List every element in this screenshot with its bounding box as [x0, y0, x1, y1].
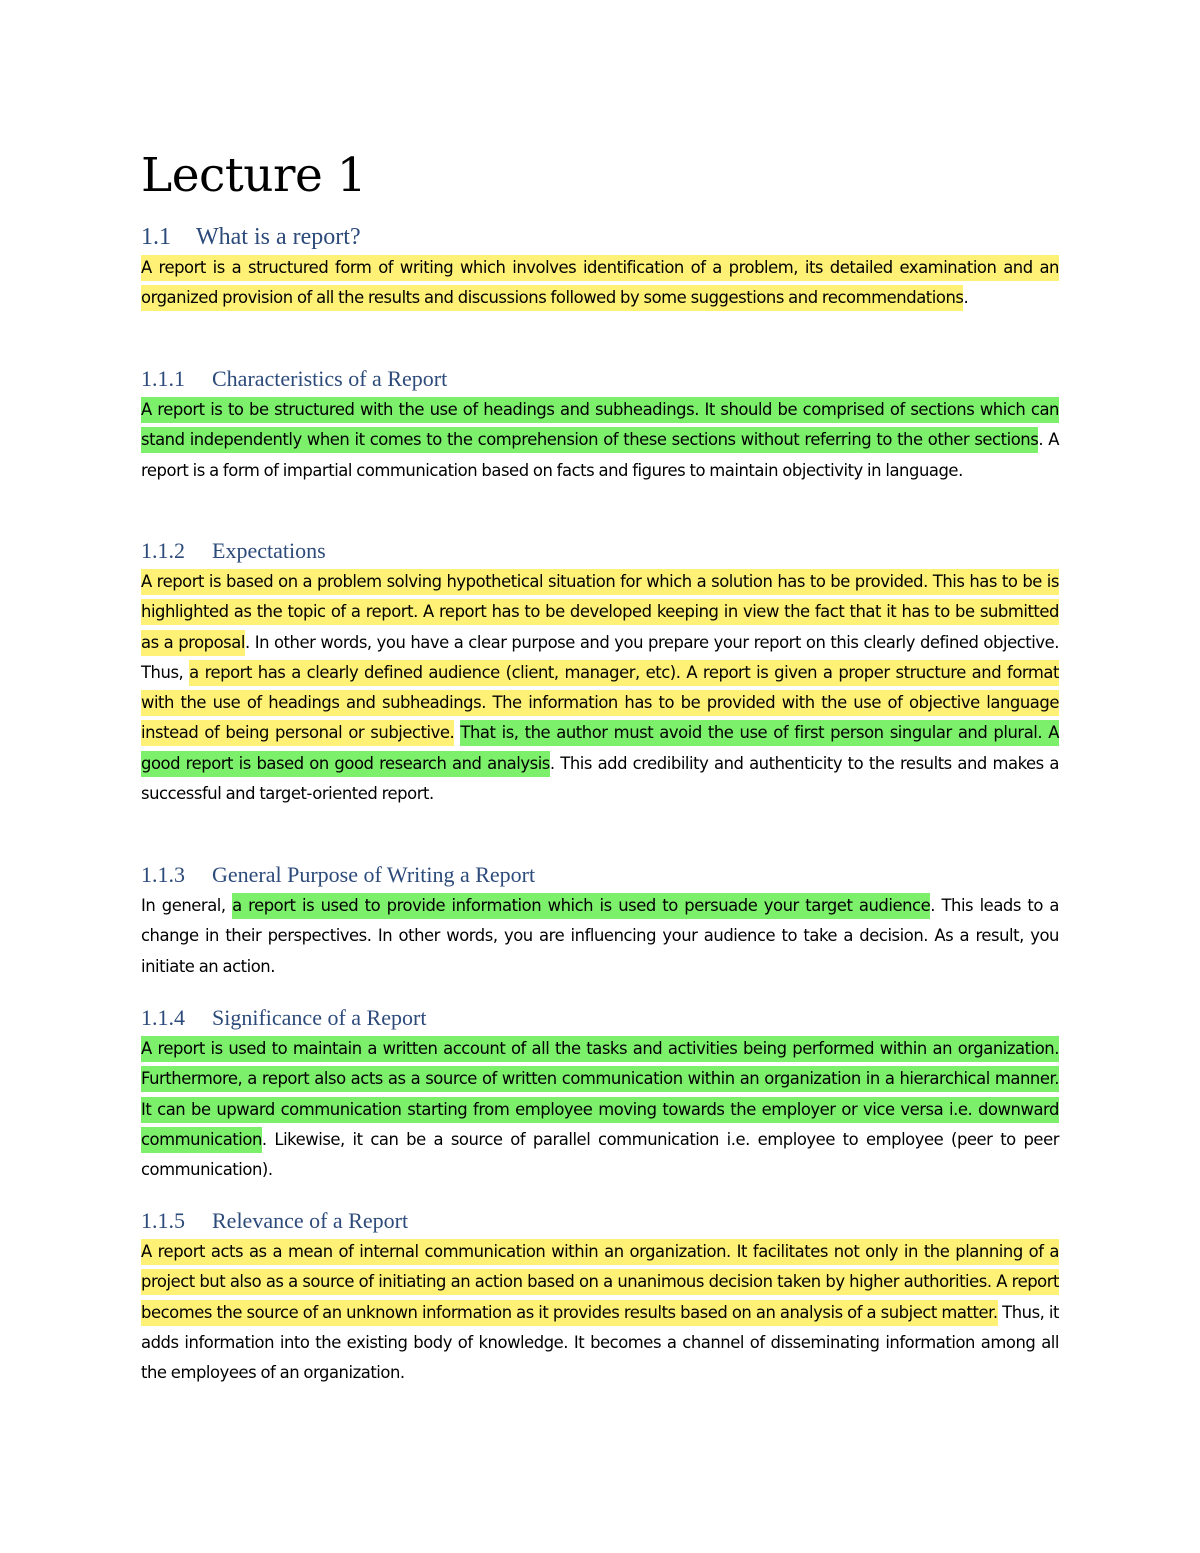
body-text: . In other words, you have a clear purpose and you prepare your report on this clearly defined objective. Thus, — [141, 632, 1059, 682]
body-text: Thus, it adds information into the existing body of knowledge. It becomes a channel of disseminating information among all the employees of an organization. — [141, 1302, 1060, 1383]
section-number: 1.1.2 — [141, 538, 185, 563]
section-number: 1.1.5 — [141, 1208, 185, 1233]
body-text: . This leads to a change in their perspectives. In other words, you are influencing your audience to take a decision. As a result, you initiate an action. — [141, 896, 1059, 976]
document-title: Lecture 1 — [141, 148, 367, 203]
highlighted-text-yellow: A report is a structured form of writing which involves identification of a problem, its detailed examination and an organized provision of all the results and discussions followed by some suggestions and recommendations — [141, 255, 1059, 311]
highlighted-text-green: That is, the author must avoid the use of first person singular and plural. A good report is based on good research and analysis — [141, 720, 1059, 776]
section-title: General Purpose of Writing a Report — [212, 862, 536, 887]
section-heading — [141, 535, 1059, 567]
body-text: . This add credibility and authenticity to the results and makes a successful and target-oriented report. — [141, 753, 1059, 804]
section-characteristics — [141, 363, 1059, 486]
section-title: Relevance of a Report — [212, 1208, 409, 1233]
section-heading — [141, 859, 1059, 891]
highlighted-text-yellow: a report has a clearly defined audience (client, manager, etc). A report is given a proper structure and format with the use of headings and subheadings. The information has to be provided with the use of objective language instead of being personal or subjective. — [141, 660, 1059, 747]
section-paragraph — [141, 891, 1059, 982]
section-heading — [141, 363, 1059, 395]
section-number: 1.1.1 — [141, 366, 185, 391]
section-paragraph — [141, 567, 1059, 809]
section-paragraph — [141, 395, 1059, 486]
section-paragraph — [141, 1034, 1059, 1185]
highlighted-text-green: a report is used to provide information which is used to persuade your target audience — [232, 893, 930, 919]
highlighted-text-green: A report is used to maintain a written account of all the tasks and activities being performed within an organization. Furthermore, a report also acts as a source of written communication within an organization in a hierarchical manner. It can be upward communication starting from employee moving towards the employer or vice versa i.e. downward communication — [141, 1036, 1059, 1153]
highlighted-text-yellow: A report is based on a problem solving hypothetical situation for which a solution has to be provided. This has to be is highlighted as the topic of a report. A report has to be developed keeping in view the fact that it has to be submitted as a proposal — [141, 569, 1059, 656]
section-title: Significance of a Report — [212, 1005, 427, 1030]
section-heading — [141, 1205, 1059, 1237]
section-title: What is a report? — [196, 224, 361, 250]
section-title: Expectations — [212, 538, 326, 563]
section-paragraph — [141, 253, 1059, 314]
section-expectations — [141, 535, 1059, 809]
body-text: . Likewise, it can be a source of parallel communication i.e. employee to employee (peer to peer communication). — [141, 1129, 1059, 1180]
body-text: In general, — [141, 896, 233, 915]
section-general-purpose — [141, 859, 1059, 982]
section-heading — [141, 1002, 1059, 1034]
section-heading — [141, 221, 1059, 253]
highlighted-text-yellow: A report acts as a mean of internal communication within an organization. It facilitates not only in the planning of a project but also as a source of initiating an action based on a unanimous decision taken by higher authorities. A report becomes the source of an unknown information as it provides results based on an analysis of a subject matter. — [141, 1239, 1059, 1326]
highlighted-text-green: A report is to be structured with the use of headings and subheadings. It should be comprised of sections which can stand independently when it comes to the comprehension of these sections without referring to the other sections — [141, 397, 1059, 453]
section-number: 1.1.3 — [141, 862, 185, 887]
section-number: 1.1.4 — [141, 1005, 185, 1030]
section-what-is-a-report — [141, 221, 1059, 314]
section-title: Characteristics of a Report — [212, 366, 448, 391]
body-text: . — [963, 288, 969, 308]
section-relevance — [141, 1205, 1059, 1388]
section-significance — [141, 1002, 1059, 1185]
section-paragraph — [141, 1237, 1059, 1388]
section-number: 1.1 — [141, 224, 171, 250]
body-text: . A report is a form of impartial communication based on facts and figures to maintain objectivity in language. — [141, 430, 1059, 480]
